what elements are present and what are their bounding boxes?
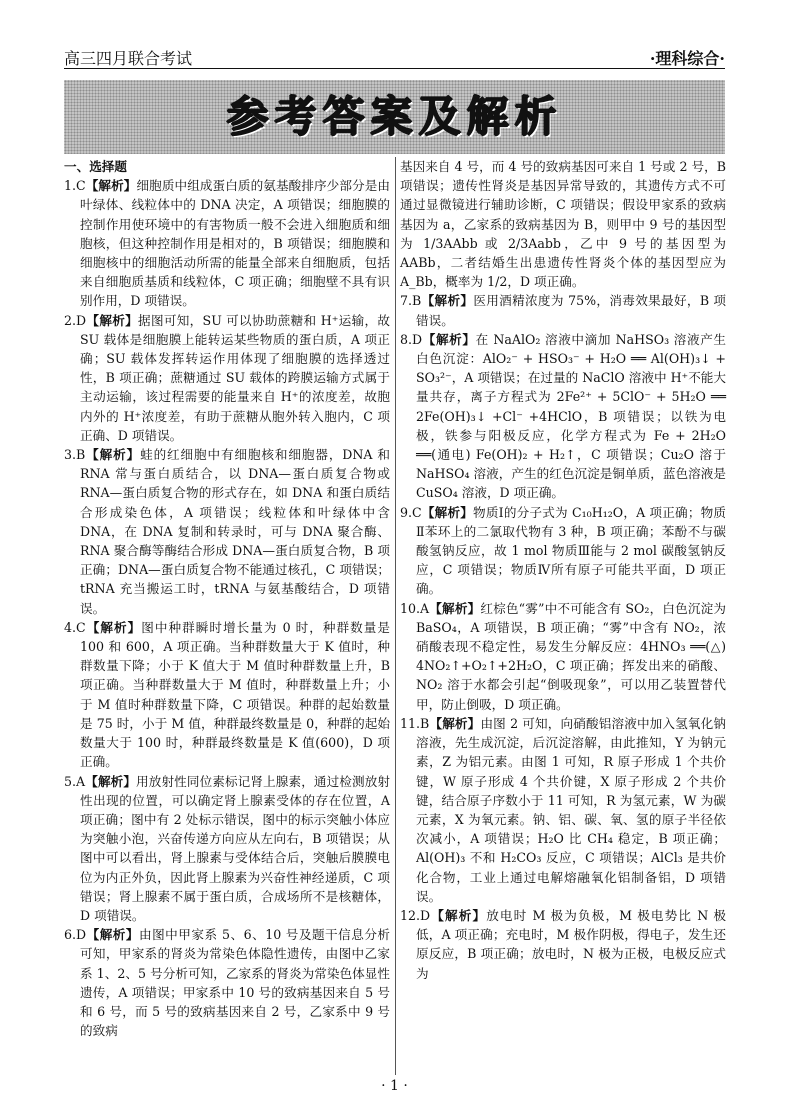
answer-number: 12.D [400, 907, 431, 923]
answer-number: 6.D [64, 927, 87, 943]
page-number: · 1 · [381, 1078, 408, 1094]
answer-item [400, 291, 726, 329]
answer-text: 由图中甲家系 5、6、10 号及题干信息分析可知，甲家系的肾炎为常染色体隐性遗传，由图中乙家系 1、2、5 号分析可知，乙家系的肾炎为常染色体显性遗传，A 项错误；甲家系中 10 号的致病基因来自 5 号和 6 号，而 5 号的致病基因来自 2 号，乙家系中 9 号的致病 [80, 927, 391, 1039]
subject-label: ·理科综合· [649, 49, 725, 68]
analysis-tag: 【解析】 [85, 178, 137, 194]
answer-item [400, 599, 726, 714]
answer-item [400, 906, 726, 983]
answer-text: 蛙的红细胞中有细胞核和细胞器，DNA 和 RNA 常与蛋白质结合，以 DNA—蛋白质复合物或 RNA—蛋白质复合物的形式存在，如 DNA 和蛋白质结合形成染色体，A 项错误；线粒体和叶绿体中含 DNA，在 DNA 复制和转录时，可与 DNA 聚合酶、RNA 聚合酶等酶结合形成 DNA—蛋白质复合物，B 项正确；DNA—蛋白质复合物不能通过核孔，C 项错误；tRNA 充当搬运工时，tRNA 与氨基酸结合，D 项错误。 [80, 447, 390, 616]
answer-number: 1.C [64, 178, 86, 194]
analysis-tag: 【解析】 [430, 907, 487, 923]
page-header [64, 44, 725, 69]
analysis-tag: 【解析】 [422, 331, 476, 347]
answer-text: 基因来自 4 号，而 4 号的致病基因可来自 1 号或 2 号，B 项错误；遗传性肾炎是基因异常导致的，其遗传方式不可通过显微镜进行辅助诊断，C 项错误；假设甲家系的致病基因为 a，乙家系的致病基因为 B，则甲中 9 号的基因型为 1/3AAbb 或 2/3Aabb，乙中 9 号的基因型为 AABb，二者结婚生出患遗传性肾炎个体的基因型应为 A_Bb，概率为 1/2，D 项正确。 [400, 159, 726, 290]
analysis-tag: 【解析】 [85, 619, 142, 635]
answer-item [64, 311, 390, 445]
exam-title: 高三四月联合考试 [64, 49, 193, 68]
answer-text: 细胞质中组成蛋白质的氨基酸排序少部分是由叶绿体、线粒体中的 DNA 决定，A 项错误；细胞膜的控制作用使环境中的有害物质一般不会进入细胞质和细胞核，但这种控制作用是相对的，B 项错误；细胞膜和细胞核中的细胞活动所需的能量全部来自细胞质，包括来自细胞质基质和线粒体，C 项正确；细胞壁不具有识别作用，D 项错误。 [80, 178, 391, 309]
analysis-tag: 【解析】 [86, 312, 139, 328]
answer-item [64, 176, 390, 310]
answer-item [64, 772, 390, 926]
answer-item [400, 330, 726, 503]
title-banner [64, 80, 725, 154]
answer-number: 2.D [64, 312, 87, 328]
analysis-tag: 【解析】 [86, 927, 139, 943]
answer-item [400, 157, 726, 291]
answer-text: 红棕色“雾”中不可能含有 SO₂，白色沉淀为 BaSO₄，A 项错误，B 项正确；“雾”中含有 NO₂，浓硝酸表现不稳定性，易发生分解反应：4HNO₃ ══(△) 4NO₂↑+O₂↑+2H₂O，C 项正确；挥发出来的硝酸、NO₂ 溶于水都会引起“倒吸现象”，可以用乙装置替代甲，防止倒吸，D 项正确。 [416, 600, 726, 712]
analysis-tag: 【解析】 [421, 504, 474, 520]
answer-text: 放电时 M 极为负极，M 极电势比 N 极低，A 项正确；充电时，M 极作阴极，得电子，发生还原反应，B 项正确；放电时，N 极为正极，电极反应式为 [416, 907, 727, 981]
answer-number: 9.C [400, 504, 422, 520]
answer-item [64, 618, 390, 772]
answer-text: 医用酒精浓度为 75%，消毒效果最好，B 项错误。 [416, 293, 726, 328]
answer-text: 用放射性同位素标记肾上腺素，通过检测放射性出现的位置，可以确定肾上腺素受体的存在位置，A 项正确；图中有 2 处标示错误，图中的标示突触小体应为突触小泡，兴奋传递方向应从左向右，B 项错误；从图中可以看出，肾上腺素与受体结合后，突触后膜膜电位为内正外负，因此肾上腺素为兴奋性神经递质，C 项错误；肾上腺素不属于蛋白质，合成场所不是核糖体，D 项错误。 [80, 773, 390, 923]
answer-text: 图中种群瞬时增长量为 0 时，种群数量是 100 和 600，A 项正确。当种群数量大于 K 值时，种群数量下降；小于 K 值大于 M 值时种群数量上升，B 项正确。当种群数量大于 M 值时，种群数量上升；小于 M 值时种群数量下降，C 项错误。种群的起始数量是 75 时，小于 M 值，种群最终数量是 0，种群的起始数量大于 100 时，种群最终数量是 K 值(600)，D 项正确。 [80, 619, 390, 770]
analysis-tag: 【解析】 [85, 447, 141, 463]
answer-item [400, 503, 726, 599]
right-answer-list [400, 157, 726, 983]
analysis-tag: 【解析】 [421, 293, 474, 309]
answer-number: 3.B [64, 447, 86, 463]
answer-number: 5.A [64, 773, 86, 789]
page-title: 参考答案及解析 [226, 92, 563, 141]
answer-number: 10.A [400, 600, 430, 616]
answer-number: 7.B [400, 293, 422, 309]
answer-text: 由图 2 可知，向硝酸铝溶液中加入氢氧化钠溶液，先生成沉淀，后沉淀溶解，由此推知，Y 为钠元素，Z 为铝元素。由图 1 可知，R 原子形成 1 个共价键，W 原子形成 4 个共价键，X 原子形成 2 个共价键，结合原子序数小于 11 可知，R 为氢元素，W 为碳元素，X 为氧元素。钠、铝、碳、氧、氢的原子半径依次减小，A 项错误；H₂O 比 CH₄ 稳定，B 项正确；Al(OH)₃ 不和 H₂CO₃ 反应，C 项错误；AlCl₃ 是共价化合物，工业上通过电解熔融氧化铝制备铝，D 项错误。 [416, 715, 727, 904]
answer-number: 11.B [400, 715, 430, 731]
right-column [400, 157, 726, 983]
answer-item [64, 445, 390, 618]
answer-number: 8.D [400, 331, 423, 347]
answer-item [400, 714, 726, 906]
answer-number: 4.C [64, 619, 86, 635]
answer-text: 物质Ⅰ的分子式为 C₁₀H₁₂O，A 项正确；物质Ⅱ苯环上的二氯取代物有 3 种，B 项正确；苯酚不与碳酸氢钠反应，故 1 mol 物质Ⅲ能与 2 mol 碳酸氢钠反应，C 项错误；物质Ⅳ所有原子可能共平面，D 项正确。 [416, 504, 727, 597]
answer-item [64, 925, 390, 1040]
column-divider [395, 157, 396, 1075]
section-heading: 一、选择题 [64, 159, 127, 174]
answer-text: 据图可知，SU 可以协助蔗糖和 H⁺运输，故 SU 载体是细胞膜上能转运某些物质的蛋白质，A 项正确；SU 载体发挥转运作用体现了细胞膜的选择透过性，B 项正确；蔗糖通过 SU 载体的跨膜运输方式属于主动运输，该过程需要的能量来自 H⁺的浓度差，故胞内外的 H⁺浓度差，有助于蔗糖从胞外转入胞内，C 项正确、D 项错误。 [80, 312, 390, 443]
analysis-tag: 【解析】 [429, 715, 481, 731]
analysis-tag: 【解析】 [85, 773, 137, 789]
left-column [64, 157, 390, 1040]
left-answer-list [64, 176, 390, 1040]
answer-text: 在 NaAlO₂ 溶液中滴加 NaHSO₃ 溶液产生白色沉淀：AlO₂⁻ + HSO₃⁻ + H₂O ══ Al(OH)₃↓ + SO₃²⁻，A 项错误；在过量的 NaClO 溶液中 H⁺不能大量共存，离子方程式为 2Fe²⁺ + 5ClO⁻ + 5H₂O ══ 2Fe(OH)₃↓ +Cl⁻ +4HClO，B 项错误；以铁为电极，铁参与阳极反应，化学方程式为 Fe + 2H₂O ══(通电) Fe(OH)₂ + H₂↑，C 项错误；Cu₂O 溶于 NaHSO₄ 溶液，产生的红色沉淀是铜单质，蓝色溶液是 CuSO₄ 溶液，D 项正确。 [416, 331, 726, 501]
analysis-tag: 【解析】 [429, 600, 481, 616]
